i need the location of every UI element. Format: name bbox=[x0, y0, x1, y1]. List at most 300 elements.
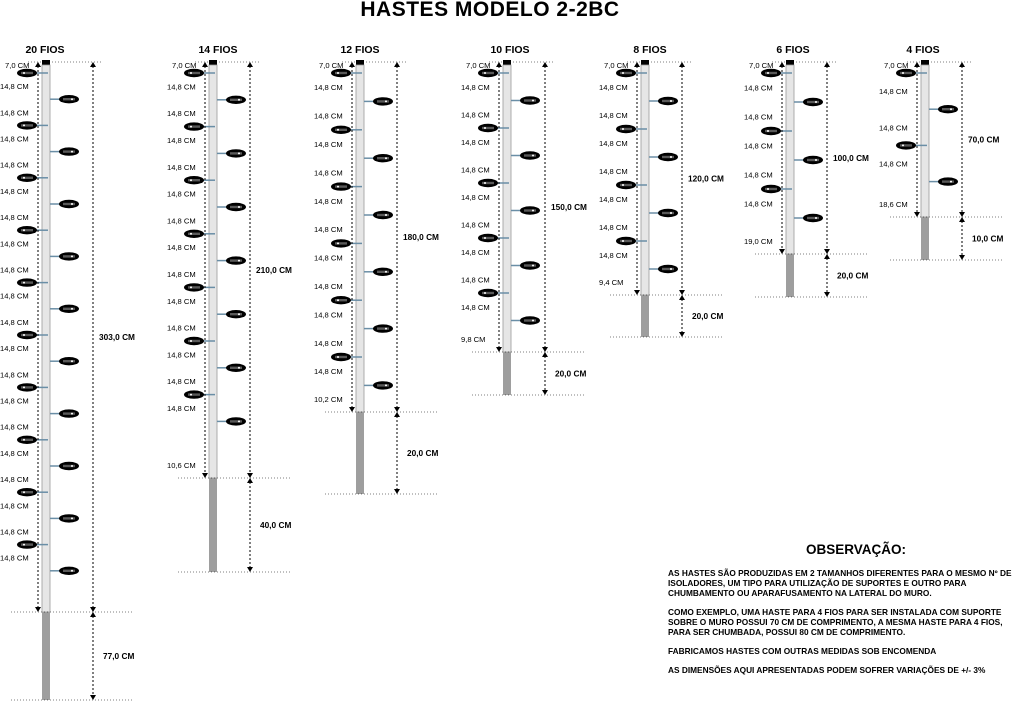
insulator-highlight bbox=[620, 128, 632, 130]
insulator-highlight bbox=[188, 72, 200, 74]
base-length-arrow-head bbox=[959, 217, 965, 222]
spacing-label: 14,8 CM bbox=[599, 83, 628, 92]
spacing-label: 14,8 CM bbox=[461, 275, 490, 285]
total-length-arrow-head bbox=[90, 62, 96, 67]
spacing-label: 14,8 CM bbox=[167, 323, 196, 333]
insulator-highlight bbox=[230, 313, 242, 315]
insulator-hole bbox=[71, 360, 73, 362]
insulator-highlight bbox=[765, 130, 777, 132]
rod-base bbox=[209, 478, 217, 572]
insulator-hole bbox=[337, 186, 339, 188]
insulator-hole bbox=[71, 98, 73, 100]
spacing-label: 14,8 CM bbox=[744, 112, 773, 122]
insulator-hole bbox=[71, 517, 73, 519]
rod-cap bbox=[921, 60, 929, 65]
spacing-dimension-arrow-head bbox=[496, 347, 502, 352]
insulator-hole bbox=[23, 544, 25, 546]
insulator-hole bbox=[23, 229, 25, 231]
spacing-label: 14,8 CM bbox=[314, 196, 343, 206]
insulator-hole bbox=[71, 413, 73, 415]
spacing-label: 14,8 CM bbox=[599, 111, 628, 120]
spacing-label: 14,8 CM bbox=[599, 195, 628, 204]
insulator-hole bbox=[385, 100, 387, 102]
spacing-label: 14,8 CM bbox=[167, 270, 196, 279]
spacing-dimension-arrow-head bbox=[634, 62, 640, 67]
base-length-arrow-head bbox=[959, 255, 965, 260]
insulator-highlight bbox=[63, 360, 75, 362]
rod-cap bbox=[356, 60, 364, 65]
base-length-arrow-head bbox=[394, 489, 400, 494]
insulator-hole bbox=[622, 128, 624, 130]
insulator-highlight bbox=[377, 384, 389, 386]
rod-cap bbox=[786, 60, 794, 65]
insulator-highlight bbox=[21, 177, 33, 179]
spacing-label: 14,8 CM bbox=[0, 553, 29, 563]
insulator-highlight bbox=[63, 517, 75, 519]
insulator-hole bbox=[815, 159, 817, 161]
insulator-highlight bbox=[21, 543, 33, 545]
bottom-gap-label: 9,8 CM bbox=[461, 335, 486, 344]
insulator-highlight bbox=[335, 299, 347, 301]
total-length-arrow-head bbox=[542, 347, 548, 352]
rod-label: 20 FIOS bbox=[25, 44, 65, 56]
total-length-arrow-head bbox=[824, 62, 830, 67]
top-gap-label: 7,0 CM bbox=[5, 61, 30, 70]
spacing-label: 14,8 CM bbox=[314, 140, 343, 149]
insulator-highlight bbox=[63, 570, 75, 572]
insulator-hole bbox=[622, 240, 624, 242]
insulator-highlight bbox=[524, 319, 536, 321]
spacing-label: 14,8 CM bbox=[0, 134, 29, 144]
spacing-label: 14,8 CM bbox=[744, 83, 773, 93]
rod-label: 8 FIOS bbox=[633, 44, 667, 56]
insulator-hole bbox=[23, 72, 25, 74]
top-gap-label: 7,0 CM bbox=[604, 61, 629, 70]
total-length-label: 210,0 CM bbox=[256, 265, 292, 275]
total-length-arrow-head bbox=[247, 473, 253, 478]
insulator-hole bbox=[484, 72, 486, 74]
insulator-highlight bbox=[620, 240, 632, 242]
insulator-hole bbox=[532, 320, 534, 322]
page-title: HASTES MODELO 2-2BC bbox=[360, 0, 620, 21]
bottom-gap-label: 9,4 CM bbox=[599, 278, 624, 287]
insulator-highlight bbox=[188, 393, 200, 395]
insulator-hole bbox=[23, 491, 25, 493]
insulator-hole bbox=[238, 313, 240, 315]
insulator-hole bbox=[23, 124, 25, 126]
insulator-hole bbox=[670, 268, 672, 270]
base-length-arrow-head bbox=[542, 390, 548, 395]
insulator-highlight bbox=[807, 101, 819, 103]
insulator-hole bbox=[385, 384, 387, 386]
insulator-hole bbox=[484, 292, 486, 294]
spacing-label: 14,8 CM bbox=[599, 251, 628, 260]
insulator-highlight bbox=[524, 264, 536, 266]
insulator-highlight bbox=[63, 465, 75, 467]
insulator-highlight bbox=[188, 125, 200, 127]
insulator-highlight bbox=[482, 127, 494, 129]
spacing-label: 14,8 CM bbox=[167, 404, 196, 413]
insulator-hole bbox=[767, 188, 769, 190]
insulator-highlight bbox=[524, 154, 536, 156]
spacing-label: 14,8 CM bbox=[314, 338, 343, 348]
insulator-hole bbox=[23, 386, 25, 388]
spacing-label: 14,8 CM bbox=[0, 501, 29, 511]
spacing-label: 14,8 CM bbox=[0, 448, 29, 458]
insulator-hole bbox=[190, 394, 192, 396]
insulator-hole bbox=[622, 184, 624, 186]
rod-label: 10 FIOS bbox=[490, 44, 530, 56]
spacing-label: 14,8 CM bbox=[314, 310, 343, 320]
spacing-dimension-arrow-head bbox=[202, 62, 208, 67]
insulator-highlight bbox=[335, 72, 347, 74]
spacing-label: 14,8 CM bbox=[314, 253, 343, 263]
insulator-hole bbox=[23, 334, 25, 336]
base-length-arrow-head bbox=[542, 352, 548, 357]
insulator-hole bbox=[950, 108, 952, 110]
notes-title: OBSERVAÇÃO: bbox=[805, 542, 906, 557]
insulator-hole bbox=[190, 72, 192, 74]
insulator-highlight bbox=[942, 180, 954, 182]
insulator-highlight bbox=[482, 237, 494, 239]
spacing-label: 14,8 CM bbox=[0, 370, 29, 380]
insulator-hole bbox=[238, 152, 240, 154]
insulator-hole bbox=[815, 101, 817, 103]
insulator-highlight bbox=[377, 100, 389, 102]
spacing-label: 14,8 CM bbox=[461, 192, 490, 202]
spacing-dimension-arrow-head bbox=[202, 473, 208, 478]
insulator-highlight bbox=[188, 340, 200, 342]
insulator-hole bbox=[190, 233, 192, 235]
total-length-arrow-head bbox=[959, 212, 965, 217]
rod-body bbox=[921, 65, 929, 217]
insulator-hole bbox=[337, 299, 339, 301]
rod-body bbox=[356, 65, 364, 412]
insulator-hole bbox=[385, 271, 387, 273]
insulator-highlight bbox=[230, 259, 242, 261]
spacing-label: 14,8 CM bbox=[167, 136, 196, 145]
spacing-label: 14,8 CM bbox=[0, 186, 29, 196]
bottom-gap-label: 19,0 CM bbox=[744, 237, 773, 246]
spacing-label: 14,8 CM bbox=[314, 367, 343, 377]
insulator-hole bbox=[670, 212, 672, 214]
insulator-highlight bbox=[662, 156, 674, 158]
insulator-hole bbox=[670, 100, 672, 102]
rod-label: 12 FIOS bbox=[340, 44, 380, 56]
insulator-highlight bbox=[63, 255, 75, 257]
note-paragraph: COMO EXEMPLO, UMA HASTE PARA 4 FIOS PARA SER INSTALADA COM SUPORTE SOBRE O MURO POSSUI 70 CM DE COMPRIMENTO, A MESMA HASTE PARA 4 FIOS, PARA SER CHUMBADA, POSSUI 80 CM DE COMPRIMENTO. bbox=[668, 607, 1003, 637]
base-length-label: 40,0 CM bbox=[260, 520, 292, 530]
spacing-label: 14,8 CM bbox=[599, 139, 628, 148]
insulator-hole bbox=[950, 181, 952, 183]
insulator-hole bbox=[23, 439, 25, 441]
insulator-highlight bbox=[188, 286, 200, 288]
insulator-hole bbox=[532, 210, 534, 212]
total-length-label: 100,0 CM bbox=[833, 153, 869, 163]
rod-body bbox=[42, 65, 50, 612]
insulator-highlight bbox=[807, 217, 819, 219]
spacing-label: 14,8 CM bbox=[167, 189, 196, 199]
insulator-highlight bbox=[21, 124, 33, 126]
base-length-arrow-head bbox=[679, 332, 685, 337]
insulator-highlight bbox=[230, 420, 242, 422]
insulator-highlight bbox=[900, 144, 912, 146]
total-length-arrow-head bbox=[824, 249, 830, 254]
insulator-hole bbox=[767, 130, 769, 132]
insulator-highlight bbox=[63, 98, 75, 100]
spacing-label: 14,8 CM bbox=[0, 265, 29, 275]
base-length-arrow-head bbox=[824, 292, 830, 297]
rod-body bbox=[503, 65, 511, 352]
insulator-hole bbox=[385, 157, 387, 159]
spacing-label: 14,8 CM bbox=[167, 216, 196, 226]
insulator-hole bbox=[337, 356, 339, 358]
insulator-highlight bbox=[63, 412, 75, 414]
total-length-arrow-head bbox=[394, 407, 400, 412]
spacing-label: 14,8 CM bbox=[0, 422, 29, 432]
spacing-label: 14,8 CM bbox=[461, 137, 490, 147]
insulator-highlight bbox=[377, 327, 389, 329]
spacing-label: 14,8 CM bbox=[461, 165, 490, 175]
rod-cap bbox=[42, 60, 50, 65]
insulator-highlight bbox=[63, 203, 75, 205]
insulator-highlight bbox=[377, 214, 389, 216]
top-gap-label: 7,0 CM bbox=[466, 61, 491, 70]
top-gap-label: 7,0 CM bbox=[319, 61, 344, 70]
spacing-label: 14,8 CM bbox=[167, 350, 196, 360]
insulator-hole bbox=[71, 255, 73, 257]
base-length-label: 20,0 CM bbox=[837, 270, 869, 281]
spacing-label: 14,8 CM bbox=[167, 82, 196, 92]
insulator-highlight bbox=[620, 184, 632, 186]
total-length-arrow-head bbox=[679, 290, 685, 295]
insulator-highlight bbox=[377, 157, 389, 159]
base-length-arrow-head bbox=[90, 695, 96, 700]
rod-label: 6 FIOS bbox=[776, 44, 810, 56]
spacing-dimension-arrow-head bbox=[914, 62, 920, 67]
spacing-label: 14,8 CM bbox=[0, 108, 29, 118]
insulator-hole bbox=[238, 367, 240, 369]
insulator-highlight bbox=[942, 108, 954, 110]
insulator-hole bbox=[337, 242, 339, 244]
insulator-hole bbox=[337, 72, 339, 74]
insulator-highlight bbox=[482, 182, 494, 184]
spacing-label: 14,8 CM bbox=[167, 109, 196, 119]
insulator-hole bbox=[385, 328, 387, 330]
insulator-hole bbox=[190, 286, 192, 288]
insulator-hole bbox=[532, 100, 534, 102]
spacing-dimension-arrow-head bbox=[914, 212, 920, 217]
insulator-hole bbox=[190, 126, 192, 128]
spacing-label: 14,8 CM bbox=[461, 247, 490, 257]
insulator-highlight bbox=[335, 242, 347, 244]
bottom-gap-label: 10,2 CM bbox=[314, 395, 343, 404]
rod-label: 4 FIOS bbox=[906, 44, 940, 56]
spacing-label: 14,8 CM bbox=[461, 302, 490, 312]
insulator-highlight bbox=[662, 212, 674, 214]
insulator-highlight bbox=[21, 491, 33, 493]
insulator-hole bbox=[190, 340, 192, 342]
base-length-label: 20,0 CM bbox=[692, 311, 724, 321]
base-length-arrow-head bbox=[679, 295, 685, 300]
base-length-arrow-head bbox=[394, 412, 400, 417]
rod-cap bbox=[209, 60, 217, 65]
total-length-arrow-head bbox=[394, 62, 400, 67]
spacing-label: 14,8 CM bbox=[0, 291, 29, 301]
rod-base bbox=[786, 254, 794, 297]
rod-cap bbox=[503, 60, 511, 65]
spacing-label: 14,8 CM bbox=[167, 296, 196, 306]
rod-base bbox=[641, 295, 649, 337]
spacing-label: 14,8 CM bbox=[0, 160, 29, 170]
insulator-hole bbox=[902, 72, 904, 74]
insulator-highlight bbox=[900, 72, 912, 74]
spacing-label: 14,8 CM bbox=[879, 159, 908, 169]
spacing-dimension-arrow-head bbox=[779, 249, 785, 254]
spacing-label: 14,8 CM bbox=[314, 225, 343, 235]
spacing-label: 14,8 CM bbox=[599, 223, 628, 232]
spacing-dimension-arrow-head bbox=[779, 62, 785, 67]
insulator-highlight bbox=[765, 188, 777, 190]
insulator-hole bbox=[71, 308, 73, 310]
insulator-hole bbox=[484, 127, 486, 129]
rod-cap bbox=[641, 60, 649, 65]
insulator-highlight bbox=[188, 179, 200, 181]
spacing-label: 14,8 CM bbox=[461, 82, 490, 92]
insulator-hole bbox=[23, 177, 25, 179]
spacing-label: 14,8 CM bbox=[879, 87, 908, 97]
insulator-hole bbox=[71, 203, 73, 205]
spacing-label: 14,8 CM bbox=[314, 282, 343, 291]
spacing-label: 14,8 CM bbox=[0, 213, 29, 223]
insulator-highlight bbox=[21, 229, 33, 231]
insulator-highlight bbox=[524, 99, 536, 101]
bottom-gap-label: 18,6 CM bbox=[879, 200, 908, 209]
spacing-label: 14,8 CM bbox=[879, 123, 908, 133]
total-length-label: 120,0 CM bbox=[688, 173, 724, 184]
spacing-label: 14,8 CM bbox=[599, 167, 628, 176]
spacing-label: 14,8 CM bbox=[744, 170, 773, 180]
insulator-highlight bbox=[230, 99, 242, 101]
total-length-arrow-head bbox=[679, 62, 685, 67]
total-length-arrow-head bbox=[542, 62, 548, 67]
rod-base bbox=[42, 612, 50, 700]
insulator-hole bbox=[484, 182, 486, 184]
note-paragraph: FABRICAMOS HASTES COM OUTRAS MEDIDAS SOB ENCOMENDA bbox=[668, 646, 937, 656]
rod-body bbox=[786, 65, 794, 254]
insulator-highlight bbox=[662, 268, 674, 270]
spacing-dimension-arrow-head bbox=[496, 62, 502, 67]
insulator-hole bbox=[815, 217, 817, 219]
spacing-label: 14,8 CM bbox=[0, 396, 29, 406]
base-length-label: 20,0 CM bbox=[555, 368, 587, 379]
observation-notes bbox=[668, 542, 1024, 684]
spacing-label: 14,8 CM bbox=[0, 527, 29, 537]
total-length-label: 70,0 CM bbox=[968, 134, 1000, 145]
spacing-label: 14,8 CM bbox=[314, 111, 343, 121]
bottom-gap-label: 10,6 CM bbox=[167, 461, 196, 470]
insulator-hole bbox=[238, 99, 240, 101]
insulator-hole bbox=[484, 237, 486, 239]
insulator-highlight bbox=[21, 439, 33, 441]
insulator-highlight bbox=[230, 367, 242, 369]
insulator-hole bbox=[622, 72, 624, 74]
insulator-hole bbox=[71, 151, 73, 153]
insulator-highlight bbox=[230, 206, 242, 208]
spacing-label: 14,8 CM bbox=[461, 220, 490, 230]
spacing-label: 14,8 CM bbox=[167, 162, 196, 172]
insulator-hole bbox=[902, 144, 904, 146]
spacing-dimension-arrow-head bbox=[35, 62, 41, 67]
insulator-hole bbox=[532, 265, 534, 267]
spacing-label: 14,8 CM bbox=[461, 110, 490, 120]
spacing-label: 14,8 CM bbox=[744, 141, 773, 151]
rod-base bbox=[356, 412, 364, 494]
insulator-hole bbox=[23, 282, 25, 284]
insulator-highlight bbox=[21, 281, 33, 283]
insulator-hole bbox=[71, 570, 73, 572]
insulator-highlight bbox=[765, 72, 777, 74]
insulator-highlight bbox=[662, 100, 674, 102]
insulator-highlight bbox=[21, 334, 33, 336]
note-paragraph: AS HASTES SÃO PRODUZIDAS EM 2 TAMANHOS DIFERENTES PARA O MESMO Nº DE ISOLADORES, UM TIPO PARA UTILIZAÇÃO DE SUPORTES E OUTRO PARA CHUMBAMENTO OU APARAFUSAMENTO NA LATERAL DO MURO. bbox=[668, 568, 1012, 598]
insulator-highlight bbox=[335, 356, 347, 358]
insulator-highlight bbox=[21, 72, 33, 74]
total-length-arrow-head bbox=[959, 62, 965, 67]
total-length-label: 303,0 CM bbox=[99, 332, 135, 342]
spacing-label: 14,8 CM bbox=[314, 168, 343, 178]
insulator-hole bbox=[767, 72, 769, 74]
insulator-highlight bbox=[335, 129, 347, 131]
insulator-hole bbox=[532, 155, 534, 157]
base-length-label: 20,0 CM bbox=[407, 448, 439, 458]
insulator-hole bbox=[238, 206, 240, 208]
spacing-dimension-arrow-head bbox=[634, 290, 640, 295]
spacing-label: 14,8 CM bbox=[0, 317, 29, 327]
total-length-arrow-head bbox=[90, 607, 96, 612]
insulator-highlight bbox=[482, 292, 494, 294]
insulator-hole bbox=[337, 129, 339, 131]
base-length-label: 10,0 CM bbox=[972, 233, 1004, 244]
insulator-highlight bbox=[377, 271, 389, 273]
total-length-label: 150,0 CM bbox=[551, 202, 587, 212]
base-length-arrow-head bbox=[90, 612, 96, 617]
spacing-dimension-arrow-head bbox=[35, 607, 41, 612]
spacing-dimension-arrow-head bbox=[349, 62, 355, 67]
base-length-arrow-head bbox=[824, 254, 830, 259]
insulator-hole bbox=[71, 465, 73, 467]
rod-base bbox=[921, 217, 929, 260]
insulator-highlight bbox=[230, 152, 242, 154]
spacing-label: 14,8 CM bbox=[167, 377, 196, 387]
insulator-highlight bbox=[335, 185, 347, 187]
spacing-label: 14,8 CM bbox=[0, 239, 29, 249]
insulator-highlight bbox=[620, 72, 632, 74]
spacing-label: 14,8 CM bbox=[0, 475, 29, 485]
spacing-label: 14,8 CM bbox=[744, 199, 773, 209]
base-length-label: 77,0 CM bbox=[103, 651, 135, 661]
insulator-highlight bbox=[807, 159, 819, 161]
rod-label: 14 FIOS bbox=[198, 44, 238, 56]
spacing-label: 14,8 CM bbox=[314, 83, 343, 93]
total-length-arrow-head bbox=[247, 62, 253, 67]
spacing-label: 14,8 CM bbox=[167, 243, 196, 253]
top-gap-label: 7,0 CM bbox=[172, 61, 197, 70]
insulator-highlight bbox=[524, 209, 536, 211]
rod-body bbox=[641, 65, 649, 295]
top-gap-label: 7,0 CM bbox=[884, 61, 909, 70]
insulator-highlight bbox=[482, 72, 494, 74]
